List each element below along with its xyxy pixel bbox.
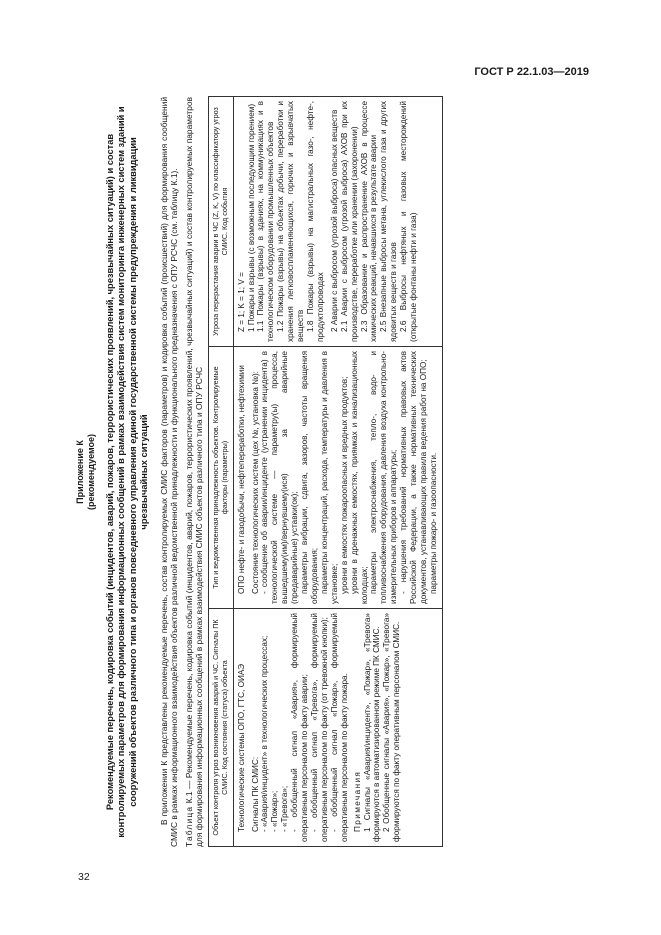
appendix-title: Приложение К — [75, 440, 85, 504]
threat-item: 1.1 Пожары (взрывы) в зданиях, на коммуникациях и в технологическом оборудовании промышленных объектов — [256, 101, 276, 342]
signal-item: - обобщенный сигнал «Тревога», формируемый оперативным персоналом по факту (от тревожной кнопки); — [309, 613, 329, 842]
param-item: - нарушения требований нормативных правовых актов Российской Федерации, а также нормативных технических документов, устанавливающих правила ведения работ на ОПО; — [399, 351, 428, 604]
header-type: Тип и ведомственная принадлежность объектов. Контролируемые факторы (параметры) — [209, 347, 233, 609]
param-item: параметры пожаро- и газоопасности. — [428, 452, 438, 594]
note-item: 2 Обобщенные сигналы «Авария», «Пожар», «Тревога» формируются по факту оперативным персоналом СМИС. — [382, 613, 402, 842]
table-caption — [184, 97, 204, 847]
threat-item: 1.2 Пожары (взрывы) на объектах добычи, переработки и хранения легковоспламеняющихся, горючих и взрывчатых веществ — [276, 101, 306, 342]
signal-item: - обобщенный сигнал «Авария», формируемый оперативным персоналом по факту аварии; — [290, 613, 310, 842]
signal-item: - «Авария/инцидент» в технологических процессах; — [260, 635, 270, 832]
param-item: параметры вибрации, сдвига, зазоров, частоты вращения оборудования; — [300, 351, 319, 604]
note-item: 1 Сигналы «Авария/инцидент», «Пожар», «Тревога» формируются в автоматизированном режиме ПК СМИС. — [362, 613, 382, 842]
cell-object — [233, 609, 442, 847]
rotated-content — [75, 97, 585, 847]
table-caption-text: К.1 — Рекомендуемые перечень, кодировка событий (инцидентов, аварий, пожаров, террористических проявлений, чрезвычайных ситуаций) и состав контролируемых параметров для формирования информационных сообщений в рамках взаимодействия СМИС объектов различного типа и ОПУ РСЧС — [184, 97, 205, 847]
table-row — [233, 97, 442, 847]
threat-item: 2 Аварии с выбросом (угрозой выброса) опасных веществ — [329, 109, 339, 332]
threat-code: Z = 1; K = 1; V = — [236, 272, 246, 332]
table-header-row — [209, 97, 233, 847]
page-number: 32 — [78, 871, 90, 883]
signal-item: - «Пожар»; — [270, 790, 280, 832]
threat-item: 2.6 Выбросы нефтяных и газовых месторождений (открытые фонтаны нефти и газа) — [399, 101, 419, 342]
header-object: Объект контроля угроз возникновения аварий и ЧС. Сигналы ПК СМИС. Код состояния (статуса) объекта — [209, 609, 233, 847]
param-item: уровни в емкостях пожароопасных и вредных продуктов; — [339, 376, 349, 594]
appendix-subtitle: (рекомендуемое) — [86, 434, 96, 510]
header-threat: Угроза перерастания аварии в ЧС (Z, K, V) по классификатору угроз СМИС. Код события — [209, 97, 233, 347]
table-k1 — [208, 96, 442, 847]
intro-paragraph: В приложении К представлены рекомендуемые перечень, состав контролируемых СМИС факторов (параметров) и кодировка событий (происшествий) для формирования сообщений СМИС в рамках информационного взаимодействия объектов различной ведомственной принадлежности и функционального предназначения с ОПУ РСЧС (см. таблицу К.1). — [158, 97, 179, 847]
object-name: Технологические системы ОПО, ГТС, ОИАЭ — [236, 663, 246, 832]
param-item: параметры электроснабжения, тепло-, водо- и топливоснабжения оборудования, давления воздуха контрольно-измерительных приборов и аппаратуры; — [369, 351, 399, 604]
appendix-main-title: Рекомендуемые перечень, кодировка событий (инцидентов, аварий, пожаров, террористических проявлений, чрезвычайных ситуаций) и состав контролируемых параметров для формирования информационных сообщений в рамках взаимодействия систем мониторинга инженерных систем зданий и сооружений объектов различного типа и органов повседневного управления единой государственной системы предупреждения и ликвидации чрезвычайных ситуаций — [105, 106, 150, 838]
threat-item: 2.1 Аварии с выбросом (угрозой выброса) АХОВ при их производстве, переработке или хранении (захоронении) — [339, 101, 359, 342]
threat-item: 2.3 Образование и распространение АХОВ в процессе химических реакций, начавшихся в результате аварии — [359, 101, 379, 342]
standard-header: ГОСТ Р 22.1.03—2019 — [474, 66, 589, 78]
object-type: ОПО нефте- и газодобычи, нефтепереработки, нефтехимии — [236, 365, 246, 594]
table-caption-label: Таблица — [184, 805, 195, 847]
param-item: параметры концентраций, расхода, температуры и давления в установке; — [319, 351, 339, 604]
signal-item: - «Тревога»; — [280, 785, 290, 832]
cell-type — [233, 347, 442, 609]
notes-heading: Примечания — [352, 770, 362, 832]
param-item: Состояние технологических систем (цех №, установка №): — [250, 371, 260, 594]
threat-item: 1.8 Пожары (взрывы) на магистральных газо-, нефте-, продуктопроводах — [305, 101, 325, 342]
param-item: уровни в дренажных емкостях, приямках и канализационных колодцах; — [349, 351, 369, 604]
threat-item: 1 Пожары и взрывы (с возможным последующим горением) — [246, 103, 256, 332]
threat-item: 2.5 Внезапные выбросы метана, углекислого газа и других ядовитых веществ и газов — [379, 101, 399, 342]
cell-threat — [233, 97, 442, 347]
signals-heading: Сигналы ПК СМИС: — [250, 756, 260, 832]
signal-item: - обобщенный сигнал «Пожар», формируемый оперативным персоналом по факту пожара. — [329, 613, 349, 842]
param-item: - сообщение об аварии/инциденте (устранении инцидента) в технологической системе — параметру(ы) процесса, вышедшему(им)/вернувшему(ися) за аварийные (предаварийные) уставки(ок); — [260, 351, 300, 604]
